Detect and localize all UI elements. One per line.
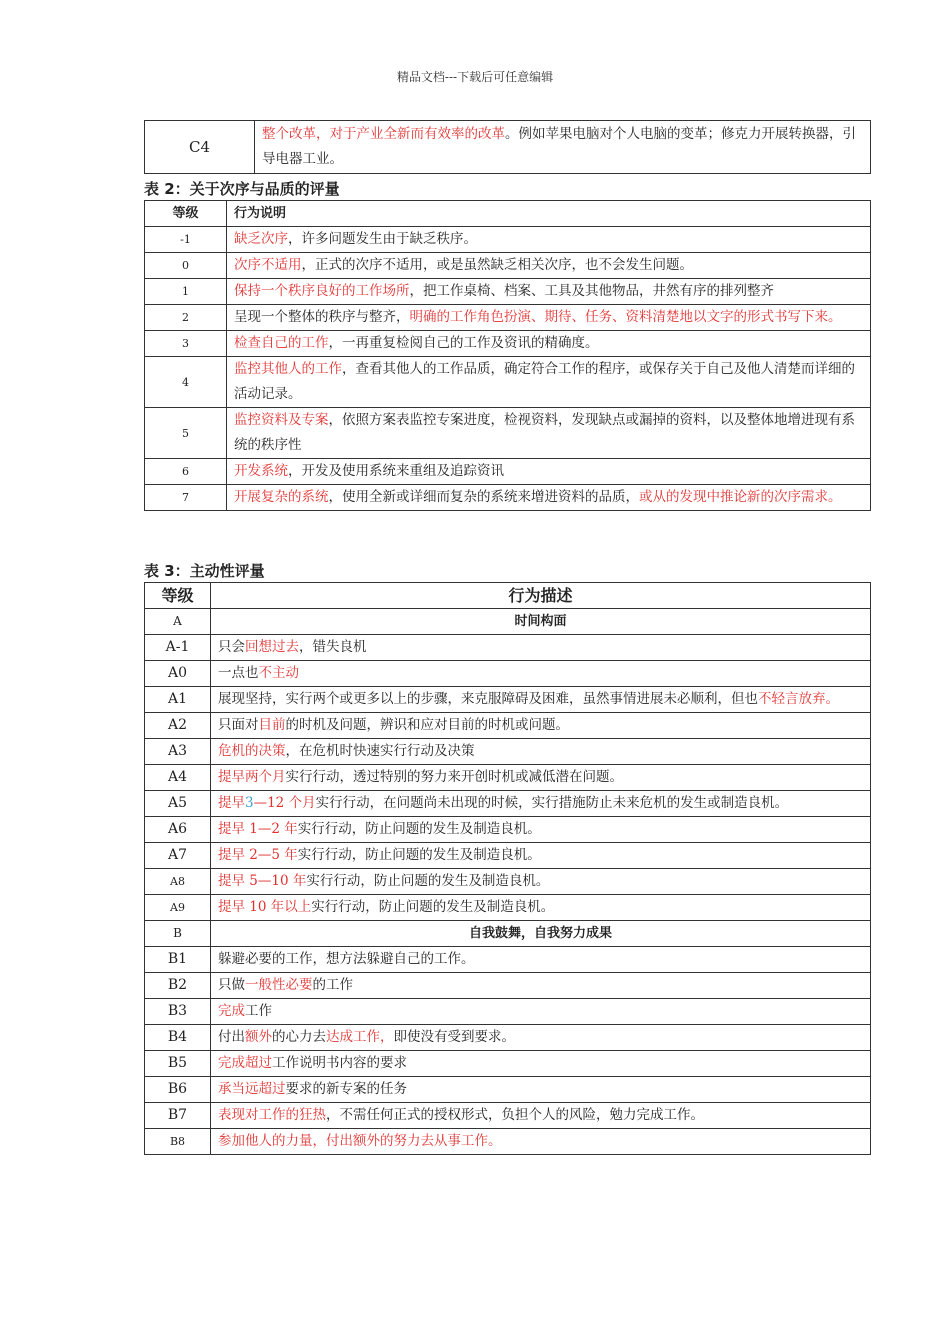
level-cell: B3 <box>145 999 211 1025</box>
body-text: 只面对 <box>218 717 259 733</box>
body-text: ，一再重复检阅自己的工作及资讯的精确度。 <box>328 335 599 351</box>
table3-caption: 表 3：主动性评量 <box>144 562 265 580</box>
body-text: ，把工作桌椅、档案、工具及其他物品，井然有序的排列整齐 <box>409 283 774 299</box>
highlighted-text: 承当远超过 <box>218 1081 286 1097</box>
level-cell: B5 <box>145 1051 211 1077</box>
section-row-b <box>145 921 871 947</box>
highlighted-text: 危机的决策 <box>218 743 286 759</box>
level-cell: 4 <box>145 357 227 408</box>
body-text: ，许多问题发生由于缺乏秩序。 <box>288 231 477 247</box>
table-row <box>145 999 871 1025</box>
highlighted-text: 一般性必要 <box>245 977 313 993</box>
table-row <box>145 1103 871 1129</box>
highlighted-text: 缺乏次序 <box>234 231 288 247</box>
level-cell: A3 <box>145 739 211 765</box>
level-cell: B6 <box>145 1077 211 1103</box>
highlighted-text: 目前 <box>258 717 286 733</box>
body-text: 即使没有受到要求。 <box>393 1029 515 1045</box>
desc-cell <box>227 331 871 357</box>
col-header-level: 等级 <box>145 201 227 227</box>
level-cell: A-1 <box>145 635 211 661</box>
highlighted-text: 开展复杂的系统 <box>234 489 329 505</box>
highlighted-text: 完成超过 <box>218 1055 272 1071</box>
highlighted-text: 额外 <box>245 1029 272 1045</box>
body-text: ，查看其他人的工作品质，确定符合工作的程序，或保存关于自己及他人清楚而详细的活动记录。 <box>234 361 855 402</box>
table-row <box>145 739 871 765</box>
highlighted-text: 不轻言放弃。 <box>758 691 839 707</box>
level-cell: C4 <box>145 121 255 174</box>
desc-cell <box>211 973 871 999</box>
table-row <box>145 869 871 895</box>
table-row <box>145 408 871 459</box>
highlighted-text: 或从的发现中推论新的次序需求。 <box>639 489 842 505</box>
level-cell: A9 <box>145 895 211 921</box>
page-header: 精品文档---下载后可任意编辑 <box>396 70 554 84</box>
level-cell: 6 <box>145 459 227 485</box>
level-cell: A5 <box>145 791 211 817</box>
desc-cell <box>211 739 871 765</box>
highlighted-text: 保持一个秩序良好的工作场所 <box>234 283 410 299</box>
level-cell: 0 <box>145 253 227 279</box>
desc-cell <box>211 1129 871 1155</box>
level-cell: A8 <box>145 869 211 895</box>
section-row-a <box>145 609 871 635</box>
body-text: 。例如苹果电脑对个人电脑的变革；修克力开展转换器，引导电器工业。 <box>262 126 856 167</box>
level-cell: B4 <box>145 1025 211 1051</box>
level-cell: B <box>145 921 211 947</box>
desc-cell <box>227 227 871 253</box>
desc-cell <box>227 459 871 485</box>
body-text: 实行行动，透过特别的努力来开创时机或减低潜在问题。 <box>285 769 623 785</box>
highlighted-text: 明确的工作角色扮演、期待、任务、资料清楚地以文字的形式书写下来。 <box>409 309 842 325</box>
table-row <box>145 305 871 331</box>
level-cell: B7 <box>145 1103 211 1129</box>
body-text: ，错失良机 <box>299 639 367 655</box>
table-row <box>145 279 871 305</box>
body-text: 一点也 <box>218 665 259 681</box>
table-row <box>145 459 871 485</box>
level-cell: B1 <box>145 947 211 973</box>
table-row <box>145 357 871 408</box>
table-row <box>145 817 871 843</box>
level-cell: A1 <box>145 687 211 713</box>
level-cell: A0 <box>145 661 211 687</box>
level-cell: A4 <box>145 765 211 791</box>
desc-cell <box>211 999 871 1025</box>
desc-cell <box>211 713 871 739</box>
highlighted-text: 监控其他人的工作 <box>234 361 342 377</box>
desc-cell <box>227 485 871 511</box>
table-row <box>145 1077 871 1103</box>
desc-cell <box>211 687 871 713</box>
highlighted-text: 开发系统 <box>234 463 288 479</box>
c4-table <box>144 120 871 174</box>
desc-cell <box>211 635 871 661</box>
table-row <box>145 895 871 921</box>
table2-caption: 表 2：关于次序与品质的评量 <box>144 180 340 198</box>
highlighted-text: 检查自己的工作 <box>234 335 329 351</box>
table-row <box>145 253 871 279</box>
body-text: 展现坚持，实行两个或更多以上的步骤，来克服障碍及困难，虽然事情进展未必顺利，但也 <box>218 691 758 707</box>
section-title: 时间构面 <box>211 609 871 635</box>
body-text: 的心力去 <box>272 1029 326 1045</box>
highlighted-text: 完成 <box>218 1003 245 1019</box>
body-text: 付出 <box>218 1029 245 1045</box>
body-text: 只做 <box>218 977 245 993</box>
desc-cell <box>211 1051 871 1077</box>
table-body <box>145 227 871 511</box>
level-cell: -1 <box>145 227 227 253</box>
initiative-table <box>144 582 871 1155</box>
highlighted-text: 提早 1—2 年 <box>218 821 298 837</box>
body-text: 只会 <box>218 639 245 655</box>
table-header-row <box>145 583 871 609</box>
highlighted-text: 提早两个月 <box>218 769 286 785</box>
highlighted-text: 提早 5—10 年 <box>218 873 307 889</box>
highlighted-text: 提早 <box>218 795 245 811</box>
col-header-level: 等级 <box>145 583 211 609</box>
table-row <box>145 713 871 739</box>
desc-cell <box>211 1077 871 1103</box>
body-text: 实行行动，防止问题的发生及制造良机。 <box>297 821 541 837</box>
body-text: 躲避必要的工作，想方法躲避自己的工作。 <box>218 951 475 967</box>
table-row <box>145 331 871 357</box>
level-cell: A6 <box>145 817 211 843</box>
highlighted-text: 达成工作， <box>326 1029 394 1045</box>
highlighted-text: 整个改革，对于产业全新而有效率的改革 <box>262 126 505 142</box>
body-text: 的工作 <box>312 977 353 993</box>
desc-cell <box>211 1103 871 1129</box>
body-text: 要求的新专案的任务 <box>285 1081 407 1097</box>
desc-cell <box>227 305 871 331</box>
table-body-section-b <box>145 921 871 1155</box>
body-text: ，依照方案表监控专案进度，检视资料，发现缺点或漏掉的资料，以及整体地增进现有系统的秩序性 <box>234 412 855 453</box>
level-cell: 1 <box>145 279 227 305</box>
highlighted-text: 提早 10 年以上 <box>218 899 312 915</box>
body-text: ，使用全新或详细而复杂的系统来增进资料的品质， <box>328 489 639 505</box>
desc-cell <box>211 1025 871 1051</box>
highlighted-text: —12 个月 <box>253 795 316 811</box>
table-row <box>145 765 871 791</box>
desc-cell <box>255 121 871 174</box>
table-row <box>145 947 871 973</box>
body-text: 的时机及问题，辨识和应对目前的时机或问题。 <box>285 717 569 733</box>
highlighted-text: 不主动 <box>258 665 299 681</box>
desc-cell <box>227 357 871 408</box>
desc-cell <box>211 947 871 973</box>
level-cell: 5 <box>145 408 227 459</box>
desc-cell <box>211 791 871 817</box>
desc-cell <box>211 843 871 869</box>
highlighted-text: 提早 2—5 年 <box>218 847 298 863</box>
highlighted-text: 表现对工作的狂热 <box>218 1107 326 1123</box>
col-header-desc: 行为说明 <box>227 201 871 227</box>
table-row <box>145 687 871 713</box>
desc-cell <box>211 661 871 687</box>
highlighted-text: 监控资料及专案 <box>234 412 329 428</box>
desc-cell <box>211 869 871 895</box>
body-text: ，正式的次序不适用，或是虽然缺乏相关次序，也不会发生问题。 <box>301 257 693 273</box>
body-text: ，开发及使用系统来重组及追踪资讯 <box>288 463 504 479</box>
body-text: ，不需任何正式的授权形式，负担个人的风险，勉力完成工作。 <box>326 1107 704 1123</box>
level-cell: B8 <box>145 1129 211 1155</box>
level-cell: 2 <box>145 305 227 331</box>
body-text: 呈现一个整体的秩序与整齐， <box>234 309 410 325</box>
body-text: 实行行动，防止问题的发生及制造良机。 <box>306 873 550 889</box>
desc-cell <box>227 279 871 305</box>
col-header-desc: 行为描述 <box>211 583 871 609</box>
table-row <box>145 1129 871 1155</box>
level-cell: A2 <box>145 713 211 739</box>
desc-cell <box>227 253 871 279</box>
body-text: 实行行动，防止问题的发生及制造良机。 <box>297 847 541 863</box>
table-row <box>145 1025 871 1051</box>
table-row <box>145 1051 871 1077</box>
section-title: 自我鼓舞，自我努力成果 <box>211 921 871 947</box>
highlighted-text: 回想过去 <box>245 639 299 655</box>
table-row <box>145 661 871 687</box>
body-text: 实行行动，防止问题的发生及制造良机。 <box>311 899 555 915</box>
body-text: 工作 <box>245 1003 272 1019</box>
level-cell: 7 <box>145 485 227 511</box>
highlighted-text: 参加他人的力量，付出额外的努力去从事工作。 <box>218 1133 502 1149</box>
table-row <box>145 121 871 174</box>
level-cell: A7 <box>145 843 211 869</box>
table-body-section-a <box>145 609 871 921</box>
desc-cell <box>211 765 871 791</box>
desc-cell <box>211 817 871 843</box>
table-row <box>145 485 871 511</box>
level-cell: B2 <box>145 973 211 999</box>
accent-text: 3 <box>245 795 254 811</box>
level-cell: 3 <box>145 331 227 357</box>
table-row <box>145 791 871 817</box>
level-cell: A <box>145 609 211 635</box>
desc-cell <box>211 895 871 921</box>
body-text: 工作说明书内容的要求 <box>272 1055 407 1071</box>
table-row <box>145 843 871 869</box>
desc-cell <box>227 408 871 459</box>
table-header-row <box>145 201 871 227</box>
table-row <box>145 227 871 253</box>
table-row <box>145 635 871 661</box>
body-text: 实行行动，在问题尚未出现的时候，实行措施防止未来危机的发生或制造良机。 <box>315 795 789 811</box>
highlighted-text: 次序不适用 <box>234 257 302 273</box>
order-quality-table <box>144 200 871 511</box>
table-row <box>145 973 871 999</box>
body-text: ，在危机时快速实行行动及决策 <box>285 743 475 759</box>
